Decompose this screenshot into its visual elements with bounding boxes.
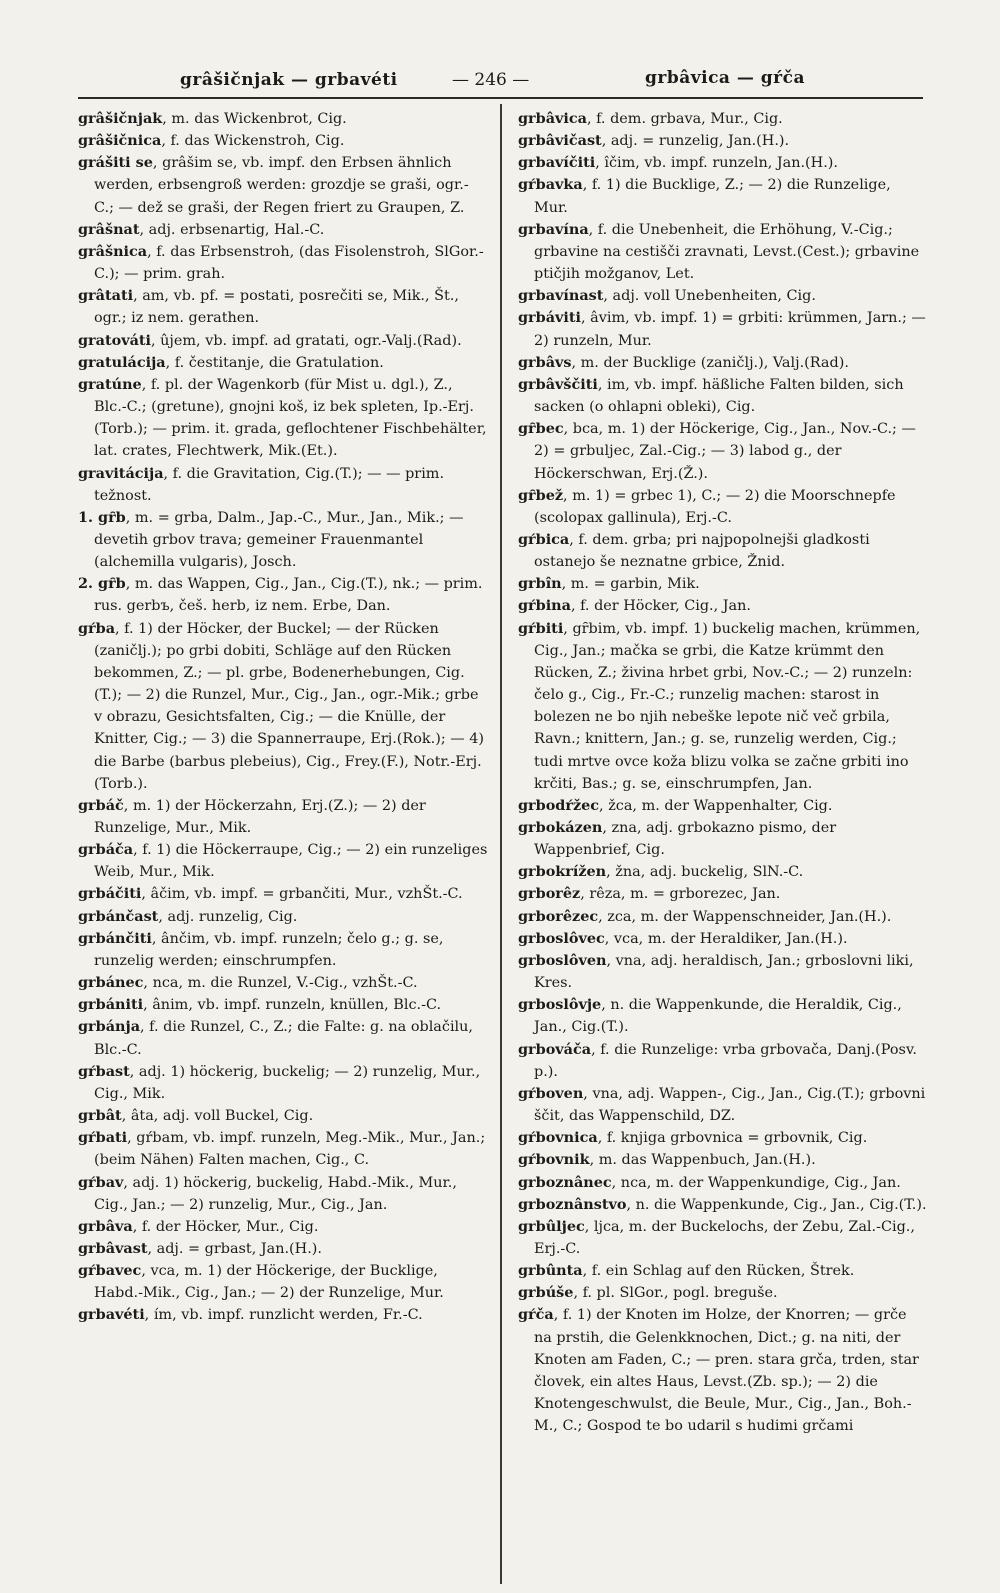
entry-definition: , rêza, m. = grborezec, Jan. xyxy=(580,886,781,903)
entry-definition: , vna, adj. heraldisch, Jan.; grboslovni liki, Kres. xyxy=(534,952,914,992)
entry-definition: , m. der Bucklige (zaničlj.), Valj.(Rad). xyxy=(571,354,849,371)
dictionary-entry xyxy=(518,1149,928,1171)
entry-definition: , f. die Unebenheit, die Erhöhung, V.-Cig.; grbavine na cestišči zravnati, Levst.(Cest.); grbavine ptičjih možganov, Let. xyxy=(534,221,920,283)
headword: gŕbavka xyxy=(518,176,583,194)
headword: grbánčiti xyxy=(78,929,152,947)
headword: grbâvast xyxy=(78,1239,148,1257)
entry-definition: , vna, adj. Wappen-, Cig., Jan., Cig.(T.); grbovni ščit, das Wappenschild, DZ. xyxy=(534,1085,926,1125)
dictionary-entry xyxy=(78,108,488,130)
headword: grboslôvje xyxy=(518,996,602,1014)
dictionary-entry xyxy=(78,573,488,617)
entry-definition: , adj. erbsenartig, Hal.-C. xyxy=(139,221,325,238)
entry-definition: , im, vb. impf. häßliche Falten bilden, sich sacken (o ohlapni obleki), Cig. xyxy=(534,376,904,416)
entry-definition: , adj. voll Unebenheiten, Cig. xyxy=(603,288,816,305)
headword: gravitácija xyxy=(78,464,164,482)
headword: gratulácija xyxy=(78,353,166,371)
entry-definition: , ûjem, vb. impf. ad gratati, ogr.-Valj.(Rad). xyxy=(151,332,462,349)
dictionary-entry xyxy=(518,307,928,351)
headword: grbodŕžec xyxy=(518,796,600,814)
entry-definition: , zna, adj. grbokazno pismo, der Wappenbrief, Cig. xyxy=(534,820,837,859)
headword: grbáviti xyxy=(518,309,581,327)
headword: grbûnta xyxy=(518,1262,583,1280)
headword: grborêz xyxy=(518,885,581,903)
headword: grbât xyxy=(78,1107,122,1125)
dictionary-entry xyxy=(518,928,928,950)
entry-definition: , f. die Runzel, C., Z.; die Falte: g. na oblačilu, Blc.-C. xyxy=(94,1019,473,1058)
headword: gȓbec xyxy=(518,420,564,438)
entry-definition: , f. die Runzelige: vrba grbovača, Danj.(Posv. p.). xyxy=(534,1041,917,1080)
entry-definition: , âčim, vb. impf. = grbančiti, Mur., vzhŠt.-C. xyxy=(141,886,463,903)
headword: grboznânstvo xyxy=(518,1195,627,1213)
page-number: — 246 — xyxy=(452,70,530,90)
entry-definition: , f. 1) die Höckerraupe, Cig.; — 2) ein runzeliges Weib, Mur., Mik. xyxy=(94,842,488,881)
dictionary-entry xyxy=(518,1260,928,1282)
headword: grbûljec xyxy=(518,1217,585,1235)
dictionary-entry xyxy=(518,219,928,285)
dictionary-entry xyxy=(78,1216,488,1238)
headword: grâšičnjak xyxy=(78,110,163,127)
dictionary-entry xyxy=(78,994,488,1016)
headword: grâšnica xyxy=(78,242,148,260)
headword: grbokázen xyxy=(518,819,603,836)
headword: grboslôven xyxy=(518,951,607,969)
dictionary-entry xyxy=(78,463,488,507)
entry-definition: , f. dem. grba; pri najpopolnejši gladkosti ostanejo še neznatne grbice, Žnid. xyxy=(534,531,870,571)
dictionary-entry xyxy=(78,330,488,352)
running-head-left: grâšičnjak — grbavéti xyxy=(180,70,398,90)
headword: grâšnat xyxy=(78,220,140,238)
entry-definition: , f. 1) die Bucklige, Z.; — 2) die Runzelige, Mur. xyxy=(534,177,891,216)
entry-definition: , ânčim, vb. impf. runzeln; čelo g.; g. se, runzelig werden; einschrumpfen. xyxy=(94,930,444,969)
entry-definition: , f. das Erbsenstroh, (das Fisolenstroh, SlGor.-C.); — prim. grah. xyxy=(94,243,484,283)
dictionary-entry xyxy=(518,374,928,418)
dictionary-entry xyxy=(78,928,488,972)
headword: gȓbež xyxy=(518,486,564,504)
entry-definition: , vca, m. 1) der Höckerige, der Bucklige, Habd.-Mik., Cig., Jan.; — 2) der Runzelige, Mur. xyxy=(94,1263,444,1302)
headword: gŕbast xyxy=(78,1062,130,1080)
headword: grbâvs xyxy=(518,353,572,371)
headword: gratováti xyxy=(78,331,152,349)
headword: grborêzec xyxy=(518,907,599,925)
entry-definition: , adj. = runzelig, Jan.(H.). xyxy=(601,133,790,150)
headword: gŕbovnica xyxy=(518,1129,598,1147)
headword: gŕbiti xyxy=(518,619,564,637)
dictionary-entry xyxy=(518,418,928,484)
entry-definition: , žna, adj. buckelig, SlN.-C. xyxy=(606,864,804,881)
entry-definition: , adj. 1) höckerig, buckelig; — 2) runzelig, Mur., Cig., Mik. xyxy=(94,1063,481,1102)
dictionary-entry xyxy=(78,1238,488,1260)
entry-definition: , n. die Wappenkunde, die Heraldik, Cig., Jan., Cig.(T.). xyxy=(534,997,902,1036)
entry-definition: , f. 1) der Knoten im Holze, der Knorren; — grče na prstih, die Gelenkknochen, Dict.; g. na niti, der Knoten am Faden, C.; — pren. stara grča, trden, star človek, ein altes Haus, Levst.(Zb. sp.); — 2) die Knotengeschwulst, die Beule, Mur., Cig., Jan., Boh.-M., C.; Gospod te bo udaril s hudimi grčami xyxy=(534,1307,919,1435)
dictionary-entry xyxy=(518,1127,928,1149)
running-head-right: grbâvica — gŕča xyxy=(645,68,805,88)
headword: grbavína xyxy=(518,220,589,238)
headword: grâšičnica xyxy=(78,132,162,150)
dictionary-entry xyxy=(78,352,488,374)
entry-definition: , m. = garbin, Mik. xyxy=(561,576,700,593)
headword: grášiti se xyxy=(78,154,153,172)
dictionary-entry xyxy=(518,994,928,1038)
entry-definition: , žca, m. der Wappenhalter, Cig. xyxy=(599,797,833,814)
page-header xyxy=(0,0,1000,110)
dictionary-entry xyxy=(518,285,928,307)
headword: 1. gȓb xyxy=(78,508,126,526)
entry-definition: , adj. runzelig, Cig. xyxy=(158,908,298,925)
dictionary-entry xyxy=(78,1127,488,1171)
dictionary-entry xyxy=(518,795,928,817)
entry-definition: , f. čestitanje, die Gratulation. xyxy=(165,354,384,371)
dictionary-entry xyxy=(78,219,488,241)
headword: grbavíčiti xyxy=(518,154,596,172)
dictionary-entry xyxy=(518,1083,928,1127)
headword: grâtati xyxy=(78,287,134,305)
dictionary-entry xyxy=(78,906,488,928)
dictionary-entry xyxy=(78,507,488,573)
headword: grbáč xyxy=(78,796,124,814)
entry-definition: , am, vb. pf. = postati, posrečiti se, Mik., Št., ogr.; iz nem. gerathen. xyxy=(94,288,459,327)
headword: grbavínast xyxy=(518,287,604,305)
entry-definition: , f. das Wickenstroh, Cig. xyxy=(161,133,345,150)
left-column xyxy=(78,108,488,1327)
right-column xyxy=(518,108,928,1437)
headword: grbâvščiti xyxy=(518,375,598,393)
entry-definition: , îčim, vb. impf. runzeln, Jan.(H.). xyxy=(595,155,838,172)
entry-definition: , m. = grba, Dalm., Jap.-C., Mur., Jan., Mik.; — devetih grbov trava; gemeiner Frauenmantel (alchemilla vulgaris), Josch. xyxy=(94,509,464,571)
entry-definition: , grâšim se, vb. impf. den Erbsen ähnlich werden, erbsengroß werden: grozdje se graši, ogr.-C.; — dež se graši, der Regen friert zu Graupen, Z. xyxy=(94,155,469,216)
headword: gŕbavec xyxy=(78,1262,142,1280)
dictionary-entry xyxy=(518,861,928,883)
entry-definition: , m. das Wappen, Cig., Jan., Cig.(T.), nk.; — prim. rus. gerbъ, češ. herb, iz nem. Erbe, Dan. xyxy=(94,576,483,615)
entry-definition: , f. ein Schlag auf den Rücken, Štrek. xyxy=(582,1263,855,1280)
dictionary-entry xyxy=(518,1216,928,1260)
headword: grbavéti xyxy=(78,1306,145,1324)
dictionary-entry xyxy=(518,906,928,928)
dictionary-entry xyxy=(78,839,488,883)
headword: grboznânec xyxy=(518,1173,612,1191)
headword: gŕbina xyxy=(518,597,571,615)
dictionary-entry xyxy=(78,1260,488,1304)
headword: grbánec xyxy=(78,974,144,992)
headword: grbáčiti xyxy=(78,885,142,903)
entry-definition: , f. pl. der Wagenkorb (für Mist u. dgl.), Z., Blc.-C.; (gretune), gnojni koš, iz bek spleten, Ip.-Erj.(Torb.); — prim. it. grada, geflochtener Fischbehälter, lat. crates, Flechtwerk, Mik.(Et.). xyxy=(94,376,487,460)
dictionary-entry xyxy=(78,795,488,839)
headword: grbáča xyxy=(78,841,134,859)
entry-definition: , gȓbim, vb. impf. 1) buckelig machen, krümmen, Cig., Jan.; mačka se grbi, die Katze krümmt den Rücken, Z.; živina hrbet grbi, Nov.-C.; — 2) runzeln: čelo g., Cig., Fr.-C.; runzelig machen: starost in bolezen ne bo njih nebeške lepote nič več grbila, Ravn.; knittern, Jan.; g. se, runzelig werden, Cig.; tudi mrtve ovce koža blizu volka se začne grbiti ino krčiti, Bas.; g. se, einschrumpfen, Jan. xyxy=(534,620,921,792)
entry-definition: , âvim, vb. impf. 1) = grbiti: krümmen, Jarn.; — 2) runzeln, Mur. xyxy=(534,310,926,349)
dictionary-entry xyxy=(518,485,928,529)
dictionary-entry xyxy=(518,883,928,905)
headword: grbánja xyxy=(78,1018,141,1036)
entry-definition: , f. dem. grbava, Mur., Cig. xyxy=(586,111,783,127)
entry-definition: , n. die Wappenkunde, Cig., Jan., Cig.(T.). xyxy=(626,1196,927,1213)
dictionary-entry xyxy=(518,618,928,795)
dictionary-entry xyxy=(518,595,928,617)
headword: grbúše xyxy=(518,1284,574,1302)
entry-definition: , f. knjiga grbovnica = grbovnik, Cig. xyxy=(597,1130,868,1147)
entry-definition: , ím, vb. impf. runzlicht werden, Fr.-C. xyxy=(144,1307,423,1324)
dictionary-entry xyxy=(518,1282,928,1304)
headword: grbâvica xyxy=(518,110,587,127)
dictionary-entry xyxy=(518,108,928,130)
dictionary-entry xyxy=(78,241,488,285)
header-rule xyxy=(78,97,923,99)
dictionary-entry xyxy=(518,352,928,374)
headword: 2. gȓb xyxy=(78,575,126,593)
dictionary-entry xyxy=(518,1304,928,1437)
entry-definition: , adj. 1) höckerig, buckelig, Habd.-Mik., Mur., Cig., Jan.; — 2) runzelig, Mur., Cig., Jan. xyxy=(94,1174,457,1213)
dictionary-entry xyxy=(78,1016,488,1060)
headword: grbokrížen xyxy=(518,863,607,881)
dictionary-entry xyxy=(78,972,488,994)
dictionary-entry xyxy=(518,950,928,994)
entry-definition: , f. der Höcker, Cig., Jan. xyxy=(570,598,751,615)
headword: gŕbav xyxy=(78,1173,124,1191)
entry-definition: , nca, m. die Runzel, V.-Cig., vzhŠt.-C. xyxy=(143,975,418,992)
entry-definition: , f. 1) der Höcker, der Buckel; — der Rücken (zaničlj.); po grbi dobiti, Schläge auf den Rücken bekommen, Z.; — pl. grbe, Bodenerhebungen, Cig.(T.); — 2) die Runzel, Mur., Cig., Jan., ogr.-Mik.; grbe v obrazu, Gesichtsfalten, Cig.; — die Knülle, der Knitter, Cig.; — 3) die Spannerraupe, Erj.(Rok.); — 4) die Barbe (barbus plebeius), Cig., Frey.(F.), Notr.-Erj.(Torb.). xyxy=(94,620,484,792)
dictionary-entry xyxy=(518,130,928,152)
entry-definition: , m. das Wickenbrot, Cig. xyxy=(162,111,347,127)
headword: gŕbovnik xyxy=(518,1151,590,1169)
headword: grbováča xyxy=(518,1040,592,1058)
headword: gŕboven xyxy=(518,1084,584,1102)
dictionary-entry xyxy=(518,817,928,861)
entry-definition: , adj. = grbast, Jan.(H.). xyxy=(147,1240,322,1257)
headword: grbâvičast xyxy=(518,132,602,150)
headword: grbîn xyxy=(518,575,562,593)
entry-definition: , m. 1) der Höckerzahn, Erj.(Z.); — 2) der Runzelige, Mur., Mik. xyxy=(94,797,426,836)
dictionary-entry xyxy=(78,1304,488,1326)
dictionary-entry xyxy=(78,374,488,463)
headword: gŕbati xyxy=(78,1129,128,1147)
entry-definition: , ânim, vb. impf. runzeln, knüllen, Blc.-C. xyxy=(143,997,442,1014)
headword: gŕbica xyxy=(518,530,570,548)
column-divider xyxy=(500,104,502,1584)
headword: grbániti xyxy=(78,996,144,1014)
dictionary-entry xyxy=(78,1172,488,1216)
headword: grbâva xyxy=(78,1217,133,1235)
headword: grboslôvec xyxy=(518,929,605,947)
dictionary-entry xyxy=(518,1194,928,1216)
dictionary-entry xyxy=(78,285,488,329)
dictionary-entry xyxy=(78,883,488,905)
entry-definition: , bca, m. 1) der Höckerige, Cig., Jan., Nov.-C.; — 2) = grbuljec, Zal.-Cig.; — 3) labod g., der Höckerschwan, Erj.(Ž.). xyxy=(534,421,916,482)
dictionary-entry xyxy=(78,152,488,218)
dictionary-entry xyxy=(518,1172,928,1194)
entry-definition: , âta, adj. voll Buckel, Cig. xyxy=(121,1108,314,1125)
dictionary-entry xyxy=(78,618,488,795)
headword: gratúne xyxy=(78,375,142,393)
entry-definition: , gŕbam, vb. impf. runzeln, Meg.-Mik., Mur., Jan.; (beim Nähen) Falten machen, Cig., C. xyxy=(94,1130,486,1169)
headword: grbánčast xyxy=(78,907,159,925)
entry-definition: , f. der Höcker, Mur., Cig. xyxy=(132,1218,319,1235)
entry-definition: , vca, m. der Heraldiker, Jan.(H.). xyxy=(604,930,848,947)
entry-definition: , ljca, m. der Buckelochs, der Zebu, Zal.-Cig., Erj.-C. xyxy=(534,1218,915,1257)
entry-definition: , f. die Gravitation, Cig.(T.); — — prim. težnost. xyxy=(94,465,445,504)
dictionary-entry xyxy=(518,174,928,218)
headword: gŕba xyxy=(78,619,116,637)
dictionary-entry xyxy=(518,529,928,573)
dictionary-entry xyxy=(78,1105,488,1127)
dictionary-entry xyxy=(518,1039,928,1083)
headword: gŕča xyxy=(518,1306,554,1324)
entry-definition: , zca, m. der Wappenschneider, Jan.(H.). xyxy=(598,908,892,925)
dictionary-entry xyxy=(78,1061,488,1105)
entry-definition: , f. pl. SlGor., pogl. breguše. xyxy=(573,1285,778,1302)
entry-definition: , m. das Wappenbuch, Jan.(H.). xyxy=(589,1152,816,1169)
dictionary-entry xyxy=(78,130,488,152)
dictionary-entry xyxy=(518,573,928,595)
entry-definition: , m. 1) = grbec 1), C.; — 2) die Moorschnepfe (scolopax gallinula), Erj.-C. xyxy=(534,487,896,526)
entry-definition: , nca, m. der Wappenkundige, Cig., Jan. xyxy=(611,1174,901,1191)
dictionary-entry xyxy=(518,152,928,174)
